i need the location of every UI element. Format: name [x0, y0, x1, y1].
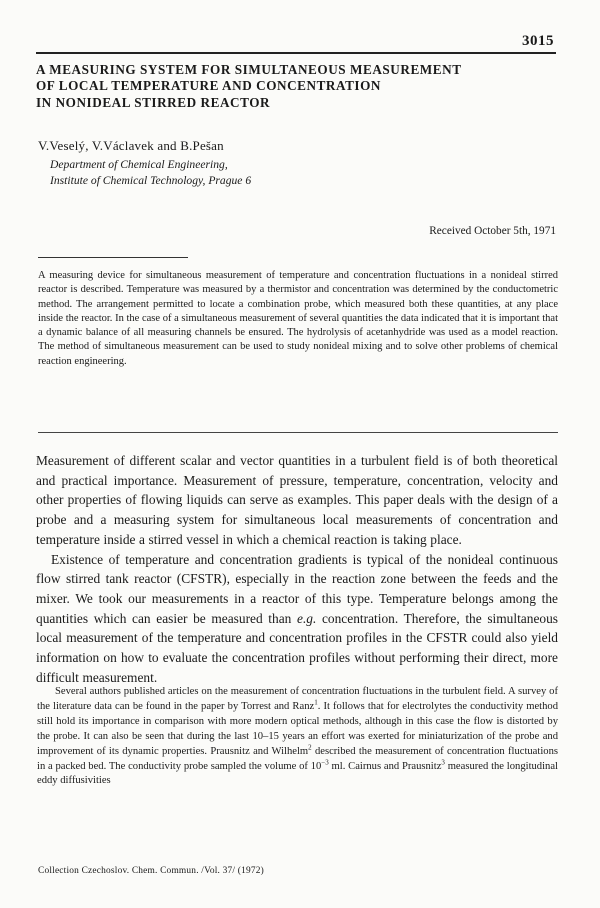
body-paragraph-2-italic: e.g. [297, 610, 317, 626]
title-line-2: OF LOCAL TEMPERATURE AND CONCENTRATION [36, 78, 382, 94]
received-date: Received October 5th, 1971 [429, 225, 556, 237]
abstract-top-rule [38, 257, 188, 258]
journal-footer: Collection Czechoslov. Chem. Commun. /Vol. 37/ (1972) [38, 866, 264, 876]
abstract: A measuring device for simultaneous measurement of temperature and concentration fluctuations in a nonideal stirred reactor is described. Temperature was measured by a thermistor and concentration was determined by the conductometric method. The arrangement permitted to locate a combination probe, which measured both these quantities, at any place inside the reactor. In the case of a simultaneous measurement of several quantities the data indicated that it is important that a dynamic balance of all measuring channels be ensured. The hydrolysis of acetanhydride was used as a model reaction. The method of simultaneous measurement can be used to study nonideal mixing and to solve other problems of chemical reaction engineering. [38, 270, 558, 367]
reference-1: 1 [314, 698, 318, 707]
body-paragraph-2 [36, 550, 558, 688]
body-paragraph-2-text-a: Existence of temperature and concentration gradients is typical of the nonideal continuous flow stirred tank reactor (CFSTR), especially in the reaction zone between the feeds and the mixer. We took our measurements in a reactor of this type. Temperature belongs among the quantities which can easier be measured than [36, 551, 558, 626]
affiliation-line-1: Department of Chemical Engineering, [50, 158, 228, 171]
reference-3: 3 [441, 758, 445, 766]
body-paragraph-2-text-b: concentration. Therefore, the simultaneous local measurement of the temperature and concentration profiles in the CFSTR could also yield information on how to evaluate the concentration profiles without performing their direct, more difficult measurement. [36, 610, 558, 685]
literature-paragraph [37, 685, 558, 789]
literature-text-5: measured the longitudinal eddy diffusivities [37, 760, 558, 787]
title-line-3: IN NONIDEAL STIRRED REACTOR [36, 94, 271, 110]
literature-text-4: ml. Cairnus and Prausnitz [328, 760, 442, 772]
title-line-1: A MEASURING SYSTEM FOR SIMULTANEOUS MEASUREMENT [36, 62, 462, 77]
literature-text-3: described the measurement of concentration fluctuations in a packed bed. The conductivity probe sampled the volume of 10 [37, 745, 558, 772]
reference-2: 2 [308, 743, 312, 752]
exponent: −3 [321, 758, 329, 766]
literature-text-2: . It follows that for electrolytes the conductivity method still hold its importance in comparison with more modern optical methods, although in this case the flow is distorted by the probe. It can also be seen that during the last 10–15 years an effort was exerted for miniaturization of the probe and improvement of its dynamic properties. Prausnitz and Wilhelm [37, 700, 558, 757]
page-number: 3015 [522, 33, 554, 49]
abstract-bottom-rule [38, 432, 558, 433]
body-paragraph-1: Measurement of different scalar and vector quantities in a turbulent field is of both theoretical and practical importance. Measurement of pressure, temperature, concentration, velocity and other properties of flowing liquids can serve as examples. This paper deals with the design of a probe and a measuring system for simultaneous local measurements of concentration and temperature inside a stirred vessel in which a chemical reaction is taking place. [36, 453, 558, 547]
affiliation-line-2: Institute of Chemical Technology, Prague 6 [50, 173, 252, 187]
paper-title [36, 62, 536, 111]
authors: V.Veselý, V.Václavek and B.Pešan [38, 138, 224, 153]
header-rule [36, 52, 556, 54]
literature-text-1: Several authors published articles on the measurement of concentration fluctuations in the turbulent field. A survey of the literature data can be found in the paper by Torrest and Ranz [37, 686, 558, 712]
body-text [36, 451, 558, 687]
affiliation [50, 157, 251, 188]
